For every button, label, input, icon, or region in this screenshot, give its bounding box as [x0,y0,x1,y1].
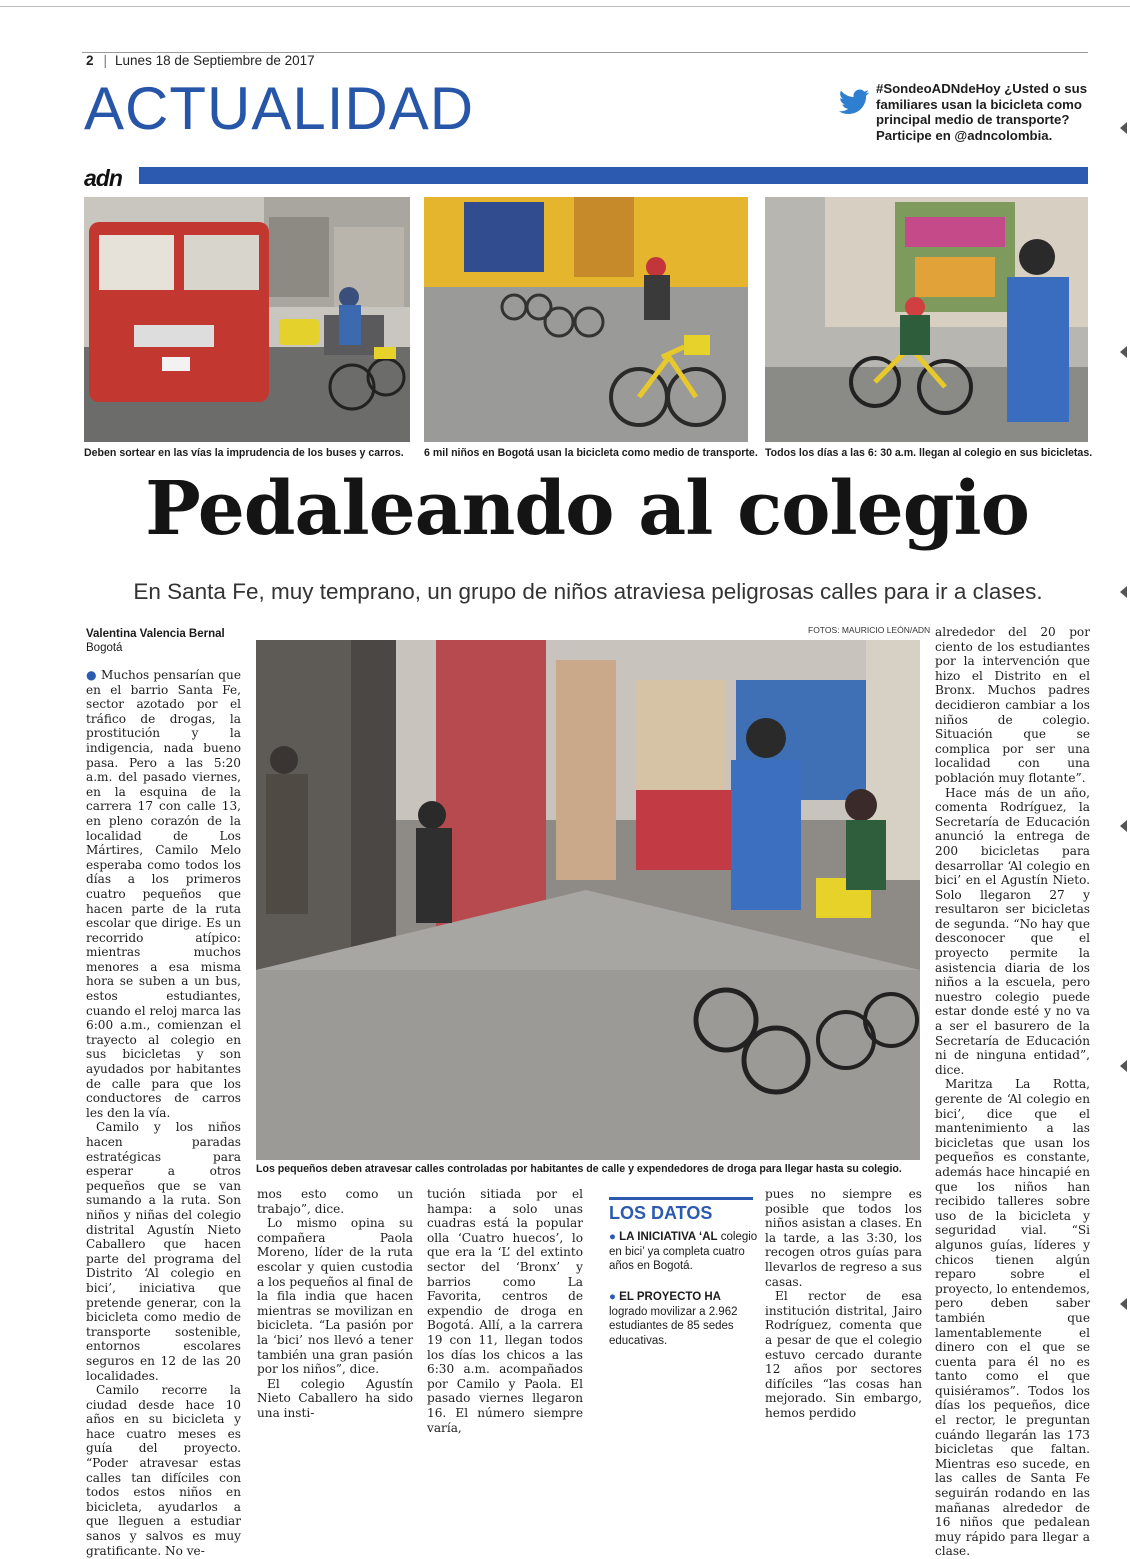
paragraph: mos esto como un trabajo”, dice. [257,1187,413,1216]
top-rule [0,6,1130,7]
page-number: 2 [86,53,94,68]
paragraph: El rector de esa institución distrital, Jairo Rodríguez, comenta que a pesar de que el colegio estuvo cercado durante 12 años por sectores difíciles “las cosas han mejorado. Sin embargo, hemos perdido [765,1289,922,1420]
paragraph: Camilo recorre la ciudad desde hace 10 años en su bicicleta y hace cuatro meses es guía del proyecto. “Poder atravesar estas calles tan difíciles con todos estos niños en bicicleta, ayudarlos a que lleguen a estudiar sanos y salvos es muy gratificante. No ve- [86,1383,241,1558]
paragraph: El colegio Agustín Nieto Caballero ha sido una insti- [257,1376,413,1420]
author-location: Bogotá [86,642,123,654]
bullet-icon: ● [609,1291,616,1303]
paragraph: alrededor del 20 por ciento de los estudiantes por la intervención que hizo el Distrito en el Bronx. Muchos padres decidieron cambiar a los niños de colegio. Situación que se complica por ser una localidad con una población muy flotante”. [935,625,1090,785]
datos-item-text: logrado movilizar a 2.962 estudiantes de 85 sedes educativas. [609,1305,738,1347]
paragraph: pues no siempre es posible que todos los niños asistan a clases. En la tarde, a las 3:30, los recogen otros guías para llevarlos de regreso a sus casas. [765,1187,922,1289]
paragraph: Camilo y los niños hacen paradas estratégicas para esperar a otros pequeños que se van sumando a la ruta. Son niños y niñas del colegio distrital Agustín Nieto Caballero que hacen parte del programa del Distrito ‘Al colegio en bici’, iniciativa que pretende generar, con la bicicleta como medio de transporte sostenible, entornos escolares seguros en 12 de las 20 localidades. [86,1120,241,1383]
photo-mural-kids [765,197,1088,442]
page-date: Lunes 18 de Septiembre de 2017 [115,53,315,68]
bullet-icon: ● [609,1231,616,1243]
photo-main-street [256,640,920,1160]
photo-caption-2: 6 mil niños en Bogotá usan la bicicleta como medio de transporte. [424,447,758,459]
photo-main-caption: Los pequeños deben atravesar calles controladas por habitantes de calle y expendedores de droga para llegar hasta su colegio. [256,1163,902,1175]
brand-logo: adn [84,165,122,191]
paragraph [86,668,241,1120]
page-info: 2 | Lunes 18 de Septiembre de 2017 [86,53,315,68]
article-column-3 [427,1187,583,1435]
paragraph: Hace más de un año, comenta Rodríguez, la Secretaría de Educación anunció la entrega de 200 bicicletas para desarrollar ‘Al colegio en bici’ en el Agustín Nieto. Solo llegaron 27 y resultaron ser bicicletas de segunda. “No hay que desconocer que el proyecto permite la asistencia diaria de los niños a la escuela, pero nuestro colegio puede estar donde esté y no va a ser el basurero de la Secretaría de Educación ni de ninguna entidad”, dice. [935,785,1090,1077]
paragraph: Lo mismo opina su compañera Paola Moreno, líder de la ruta escolar y quien custodia a los pequeños al final de la fila india que hacen mientras se movilizan en bicicleta. “La pasión por la ‘bici’ nos llevó a tener también una gran pasión por los niños”, dice. [257,1216,413,1377]
twitter-bird-icon [838,88,870,116]
byline [86,627,225,655]
scan-edge-marker [1120,346,1127,358]
photo-caption-1: Deben sortear en las vías la imprudencia de los buses y carros. [84,447,404,459]
scan-edge-marker [1120,586,1127,598]
paragraph: tución sitiada por el hampa: a solo unas cuadras está la popular olla ‘Cuatro huecos’, lo que era la ‘L’ del extinto sector del ‘Bronx’ y barrios como La Favorita, centros de expendio de droga en Bogotá. Allí, a la carrera 19 con 11, llegan todos los días los chicos a las 6:30 a.m. acompañados por Camilo y Paola. El pasado viernes llegaron 16. El número siempre varía, [427,1187,583,1435]
scan-edge-marker [1120,820,1127,832]
scan-edge-marker [1120,1060,1127,1072]
section-title: ACTUALIDAD [84,75,475,142]
deck: En Santa Fe, muy temprano, un grupo de niños atraviesa peligrosas calles para ir a clases. [133,579,1043,604]
datos-item-text: colegio en bici’ ya completa cuatro años en Bogotá. [609,1231,758,1272]
photo-credit: FOTOS: MAURICIO LEÓN/ADN [808,625,931,635]
paragraph: Maritza La Rotta, gerente de ‘Al colegio en bici’, dice que el mantenimiento a las bicicletas que usan los pequeños es constante, además hace hincapié en que los niños han recibido talleres sobre uso de la bicicleta y seguridad vial. “Si algunos guías, líderes y chicos tienen algún reparo sobre el proyecto, lo entendemos, pero deben saber también que lamentablemente el dinero con el que se cuenta para él no es tanto como el que quisiéramos”. Todos los días los pequeños, dice el rector, le preguntan cuándo llegarán las 173 bicicletas que faltan. Mientras eso sucede, en las calles de Santa Fe seguirán rodando en las mañanas alrededor de 16 niños que pedalean muy rápido para llegar a clase. [935,1077,1090,1559]
headline: Pedaleando al colegio [145,466,1029,552]
article-column-4 [765,1187,922,1421]
datos-item-1 [609,1230,759,1274]
datos-title: LOS DATOS [609,1197,753,1224]
article-column-5 [935,625,1090,1559]
section-bar [139,167,1088,184]
datos-item-lead: EL PROYECTO HA [619,1291,721,1303]
author-name: Valentina Valencia Bernal [86,628,225,640]
bullet-icon: ● [86,668,97,682]
article-column-2 [257,1187,413,1421]
paragraph-text: Muchos pensarían que en el barrio Santa Fe, sector azotado por el tráfico de drogas, la prostitución y la indigencia, nada bueno pasa. Pero a las 5:20 a.m. del pasado viernes, en la esquina de la carrera 17 con calle 13, en pleno corazón de la localidad de Los Mártires, Camilo Melo esperaba como todos los días a los primeros cuatro pequeños que hacen parte de la ruta escolar que dirige. Es un recorrido atípico: mientras muchos menores a esa misma hora se suben a un bus, estos estudiantes, cuando el reloj marca las 6:00 a.m., comienzan el trayecto al colegio en sus bicicletas y son ayudados por habitantes de calle para que los conductores de carros les den la vía. [86,668,241,1120]
datos-item-lead: LA INICIATIVA ‘AL [619,1231,718,1243]
scan-edge-marker [1120,1298,1127,1310]
photo-caption-3: Todos los días a las 6: 30 a.m. llegan al colegio en sus bicicletas. [765,447,1093,459]
tweet-prompt: #SondeoADNdeHoy ¿Usted o sus familiares usan la bicicleta como principal medio de transporte? Participe en @adncolombia. [876,81,1088,143]
photo-bus-street [84,197,410,442]
photo-kids-bikes [424,197,748,442]
datos-item-2 [609,1290,759,1348]
scan-edge-marker [1120,122,1127,134]
